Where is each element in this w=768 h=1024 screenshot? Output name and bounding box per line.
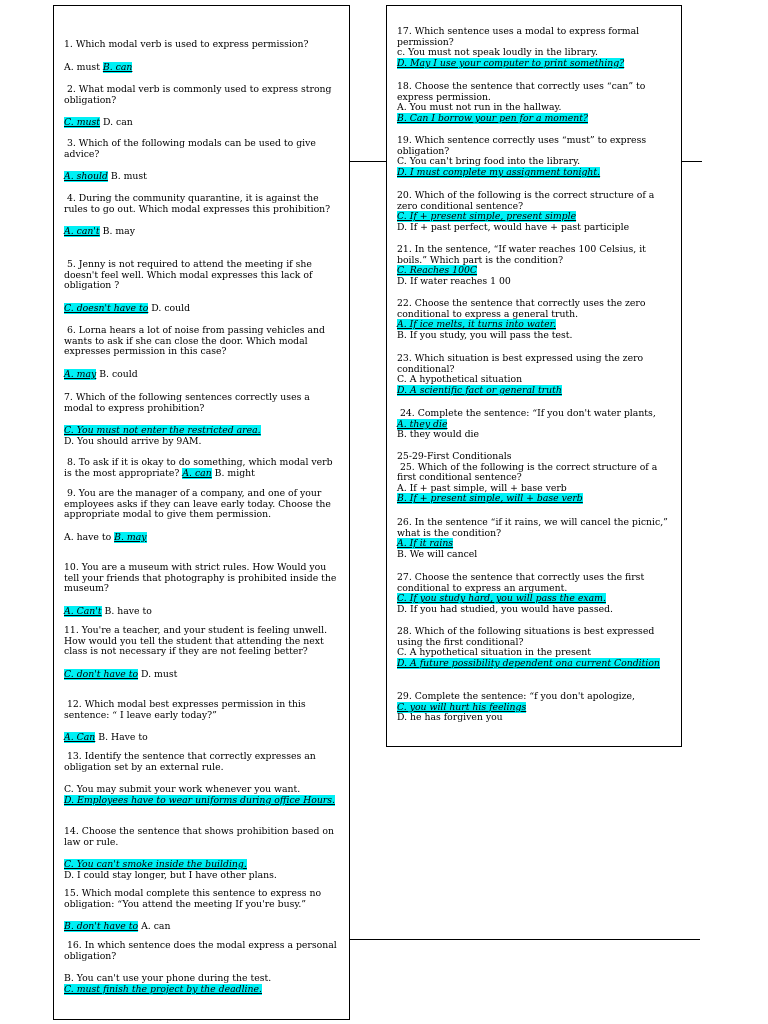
question-block bbox=[64, 889, 340, 933]
answer-line bbox=[397, 331, 675, 342]
answer-text: B. may bbox=[99, 226, 135, 238]
question-text-content: 12. Which modal best expresses permission in this sentence: “ I leave early today?” bbox=[64, 699, 309, 721]
answer-line bbox=[64, 227, 340, 238]
question-block bbox=[397, 452, 675, 505]
question-text-content: 11. You're a teacher, and your student is feeling unwell. How would you tell the student that attending the next class is not necessary if they are not feeling better? bbox=[64, 625, 331, 658]
answer-text: D. If water reaches 1 00 bbox=[397, 275, 511, 287]
highlighted-answer: B. If + present simple, will + base verb bbox=[397, 493, 583, 505]
question-text-content: 10. You are a museum with strict rules. How Would you tell your friends that photography is prohibited inside the museum? bbox=[64, 562, 340, 595]
question-text-content: 8. To ask if it is okay to do something, which modal verb is the most appropriate? bbox=[64, 457, 336, 479]
question-block bbox=[397, 136, 675, 178]
question-text-content: 13. Identify the sentence that correctly expresses an obligation set by an external rule. bbox=[64, 751, 319, 773]
answer-line bbox=[64, 922, 340, 933]
answer-text: A. have to bbox=[64, 531, 115, 543]
question-text bbox=[64, 941, 340, 962]
answer-line bbox=[397, 277, 675, 288]
answer-line bbox=[397, 59, 675, 70]
highlighted-answer: A. can bbox=[182, 467, 212, 479]
question-text bbox=[397, 409, 675, 420]
highlighted-answer: A. Can't bbox=[64, 605, 102, 617]
question-text-content: 14. Choose the sentence that shows prohibition based on law or rule. bbox=[64, 826, 337, 848]
question-text-content: 21. In the sentence, “If water reaches 100 Celsius, it boils.” Which part is the condition? bbox=[397, 244, 649, 266]
highlighted-answer: A. they die bbox=[397, 418, 448, 430]
highlighted-answer: D. I must complete my assignment tonight. bbox=[397, 166, 601, 178]
divider-line-top bbox=[350, 161, 387, 162]
question-text-content: 5. Jenny is not required to attend the meeting if she doesn't feel well. Which modal expresses this lack of obligation ? bbox=[64, 259, 316, 292]
question-block bbox=[397, 245, 675, 287]
question-text-content: 4. During the community quarantine, it is against the rules to go out. Which modal expresses this prohibition? bbox=[64, 193, 331, 215]
question-text bbox=[397, 627, 675, 648]
highlighted-answer: C. don't have to bbox=[64, 668, 139, 680]
question-block bbox=[397, 573, 675, 615]
question-text-content: 19. Which sentence correctly uses “must” to express obligation? bbox=[397, 135, 650, 157]
highlighted-answer: B. can bbox=[102, 61, 133, 73]
question-block bbox=[64, 458, 340, 479]
answer-line bbox=[64, 304, 340, 315]
answer-line bbox=[64, 437, 340, 448]
highlighted-answer: B. may bbox=[114, 531, 147, 543]
highlighted-answer: A. can't bbox=[64, 226, 100, 238]
answer-text: C. A hypothetical situation bbox=[397, 374, 523, 386]
answer-text: D. could bbox=[148, 302, 191, 314]
highlighted-answer: B. Can I borrow your pen for a moment? bbox=[397, 112, 588, 124]
answer-line bbox=[64, 118, 340, 129]
answer-text: B. must bbox=[107, 171, 147, 183]
answer-line bbox=[397, 168, 675, 179]
highlighted-answer: A. should bbox=[64, 171, 108, 183]
answer-line bbox=[397, 659, 675, 670]
answer-text: C. You may submit your work whenever you want. bbox=[64, 784, 301, 796]
question-text-content: 20. Which of the following is the correct structure of a zero conditional sentence? bbox=[397, 190, 658, 212]
question-block bbox=[64, 326, 340, 380]
question-text bbox=[64, 260, 340, 292]
answer-line bbox=[397, 430, 675, 441]
question-text-content: 7. Which of the following sentences correctly uses a modal to express prohibition? bbox=[64, 392, 313, 414]
divider-line-bottom bbox=[350, 939, 700, 940]
question-text-content: 29. Complete the sentence: “f you don't apologize, bbox=[397, 691, 636, 702]
question-text bbox=[64, 752, 340, 773]
question-text-content: 16. In which sentence does the modal express a personal obligation? bbox=[64, 940, 340, 962]
answer-text: A. can bbox=[138, 921, 171, 933]
highlighted-answer: D. A scientific fact or general truth bbox=[397, 384, 562, 396]
highlighted-answer: A. may bbox=[64, 368, 97, 380]
answer-line bbox=[64, 63, 340, 74]
question-block bbox=[64, 194, 340, 238]
highlighted-answer: C. doesn't have to bbox=[64, 302, 149, 314]
answer-line bbox=[64, 172, 340, 183]
question-text bbox=[64, 458, 340, 479]
question-text-content: 28. Which of the following situations is best expressed using the first conditional? bbox=[397, 626, 658, 648]
question-text bbox=[64, 626, 340, 658]
answer-text: B. they would die bbox=[397, 429, 480, 441]
question-text-content: 25-29-First Conditionals 25. Which of the following is the correct structure of a first conditional sentence? bbox=[397, 451, 658, 484]
answer-line bbox=[64, 533, 340, 544]
question-block bbox=[64, 941, 340, 995]
answer-text: A. must bbox=[64, 61, 103, 73]
divider-line-top-right bbox=[682, 161, 702, 162]
right-column bbox=[386, 5, 682, 747]
question-text bbox=[397, 299, 675, 320]
answer-text: A. If + past simple, will + base verb bbox=[397, 482, 567, 494]
question-text bbox=[64, 139, 340, 160]
highlighted-answer: C. You must not enter the restricted area. bbox=[64, 425, 261, 437]
question-text-content: 27. Choose the sentence that correctly uses the first conditional to express an argument. bbox=[397, 572, 648, 594]
highlighted-answer: B. don't have to bbox=[64, 921, 139, 933]
answer-text: B. Have to bbox=[95, 732, 148, 744]
question-block bbox=[397, 692, 675, 724]
question-text-content: 1. Which modal verb is used to express permission? bbox=[64, 39, 309, 50]
question-text bbox=[64, 194, 340, 215]
question-text bbox=[397, 82, 675, 103]
question-text-content: 15. Which modal complete this sentence to express no obligation: “You attend the meeting If you're busy.” bbox=[64, 888, 325, 910]
question-text-content: 18. Choose the sentence that correctly uses “can” to express permission. bbox=[397, 81, 649, 103]
answer-line bbox=[64, 607, 340, 618]
question-text bbox=[397, 518, 675, 539]
answer-text: B. If you study, you will pass the test. bbox=[397, 329, 573, 341]
answer-line bbox=[64, 985, 340, 996]
answer-line bbox=[397, 386, 675, 397]
highlighted-answer: A. Can bbox=[64, 732, 96, 744]
question-text bbox=[397, 573, 675, 594]
answer-text: A. You must not run in the hallway. bbox=[397, 102, 562, 114]
answer-text: D. he has forgiven you bbox=[397, 712, 503, 724]
question-text bbox=[397, 245, 675, 266]
highlighted-answer: D. A future possibility dependent ona current Condition bbox=[397, 657, 660, 669]
highlighted-answer: C. must finish the project by the deadline. bbox=[64, 983, 262, 995]
question-text bbox=[64, 700, 340, 721]
question-block bbox=[64, 563, 340, 617]
answer-text: B. We will cancel bbox=[397, 548, 478, 560]
answer-line bbox=[397, 114, 675, 125]
question-block bbox=[64, 827, 340, 881]
question-text-content: 9. You are the manager of a company, and one of your employees asks if they can leave early today. Choose the appropriate modal to give them permission. bbox=[64, 488, 334, 521]
question-text-content: 2. What modal verb is commonly used to express strong obligation? bbox=[64, 84, 335, 106]
question-text bbox=[64, 889, 340, 910]
highlighted-answer: C. If + present simple, present simple bbox=[397, 211, 577, 223]
answer-text: D. If you had studied, you would have passed. bbox=[397, 603, 614, 615]
answer-text: c. You must not speak loudly in the library. bbox=[397, 47, 598, 59]
highlighted-answer: C. If you study hard, you will pass the exam. bbox=[397, 593, 606, 605]
question-text bbox=[397, 354, 675, 375]
question-block bbox=[397, 409, 675, 441]
answer-line bbox=[64, 370, 340, 381]
question-text-content: 3. Which of the following modals can be used to give advice? bbox=[64, 138, 319, 160]
question-block bbox=[64, 260, 340, 314]
question-block bbox=[397, 82, 675, 124]
question-block bbox=[64, 700, 340, 744]
question-text bbox=[397, 692, 675, 703]
highlighted-answer: D. May I use your computer to print something? bbox=[397, 57, 625, 69]
question-block bbox=[64, 393, 340, 447]
answer-line bbox=[64, 871, 340, 882]
answer-text: D. can bbox=[100, 117, 133, 129]
question-block bbox=[397, 627, 675, 669]
answer-line bbox=[64, 796, 340, 807]
question-text bbox=[64, 326, 340, 358]
highlighted-answer: D. Employees have to wear uniforms during office Hours. bbox=[64, 794, 335, 806]
question-text bbox=[64, 85, 340, 106]
highlighted-answer: C. you will hurt his feelings bbox=[397, 701, 527, 713]
answer-text: D. must bbox=[138, 668, 178, 680]
highlighted-answer: C. Reaches 100C bbox=[397, 265, 478, 277]
answer-line bbox=[397, 713, 675, 724]
question-block bbox=[64, 752, 340, 806]
question-block bbox=[64, 626, 340, 680]
answer-line bbox=[64, 733, 340, 744]
question-text bbox=[64, 40, 340, 51]
answer-text: B. might bbox=[211, 467, 255, 479]
question-text-content: 6. Lorna hears a lot of noise from passing vehicles and wants to ask if she can close the door. Which modal expresses permission in this case? bbox=[64, 325, 328, 358]
answer-text: D. If + past perfect, would have + past participle bbox=[397, 221, 630, 233]
answer-text: B. You can't use your phone during the test. bbox=[64, 973, 272, 985]
question-text bbox=[64, 563, 340, 595]
left-column bbox=[53, 5, 350, 1020]
answer-line bbox=[397, 494, 675, 505]
question-block bbox=[397, 354, 675, 396]
answer-text: B. could bbox=[96, 368, 138, 380]
question-text-content: 24. Complete the sentence: “If you don't water plants, bbox=[397, 408, 656, 419]
question-text bbox=[64, 489, 340, 521]
question-text-content: 26. In the sentence “if it rains, we will cancel the picnic,” what is the condition? bbox=[397, 517, 671, 539]
question-text-content: 22. Choose the sentence that correctly uses the zero conditional to express a general truth. bbox=[397, 298, 649, 320]
question-block bbox=[397, 191, 675, 233]
answer-line bbox=[64, 670, 340, 681]
question-text bbox=[397, 27, 675, 48]
question-block bbox=[397, 27, 675, 69]
answer-text: B. have to bbox=[101, 605, 152, 617]
answer-text: D. You should arrive by 9AM. bbox=[64, 435, 202, 447]
question-text-content: 17. Which sentence uses a modal to express formal permission? bbox=[397, 26, 643, 48]
highlighted-answer: C. You can't smoke inside the building. bbox=[64, 859, 247, 871]
q8-inline-answer bbox=[182, 468, 255, 479]
question-text bbox=[397, 452, 675, 484]
answer-line bbox=[397, 605, 675, 616]
answer-line bbox=[397, 550, 675, 561]
answer-text: C. You can't bring food into the library. bbox=[397, 156, 581, 168]
question-text bbox=[64, 393, 340, 414]
question-block bbox=[397, 299, 675, 341]
answer-text: C. A hypothetical situation in the present bbox=[397, 647, 592, 659]
question-block bbox=[64, 489, 340, 543]
question-text-content: 23. Which situation is best expressed using the zero conditional? bbox=[397, 353, 647, 375]
answer-text: D. I could stay longer, but I have other plans. bbox=[64, 869, 277, 881]
question-text bbox=[397, 191, 675, 212]
question-block bbox=[64, 139, 340, 183]
highlighted-answer: A. If it rains bbox=[397, 538, 454, 550]
question-block bbox=[64, 40, 340, 73]
question-text bbox=[64, 827, 340, 848]
highlighted-answer: A. If ice melts, it turns into water. bbox=[397, 319, 556, 331]
question-block bbox=[64, 85, 340, 129]
question-block bbox=[397, 518, 675, 560]
question-text bbox=[397, 136, 675, 157]
highlighted-answer: C. must bbox=[64, 117, 101, 129]
answer-line bbox=[397, 223, 675, 234]
